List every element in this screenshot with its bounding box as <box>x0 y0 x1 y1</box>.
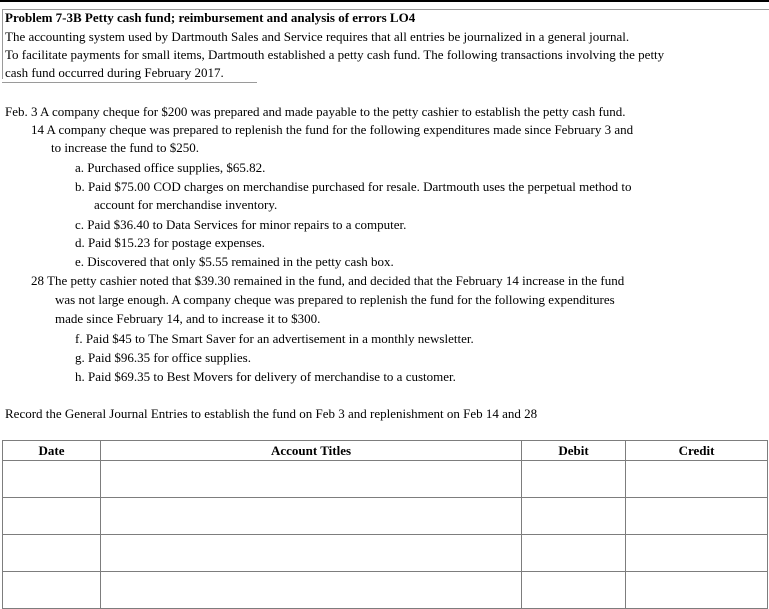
credit-cell[interactable] <box>626 535 768 572</box>
item-e: e. Discovered that only $5.55 remained in the petty cash box. <box>75 254 394 269</box>
header-debit: Debit <box>522 441 626 461</box>
item-a: a. Purchased office supplies, $65.82. <box>75 160 266 175</box>
transaction-feb28-line-3: made since February 14, and to increase it to $300. <box>55 311 321 326</box>
debit-cell[interactable] <box>522 535 626 572</box>
debit-cell[interactable] <box>522 498 626 535</box>
intro-line-2: To facilitate payments for small items, Dartmouth established a petty cash fund. The following transactions involving the petty <box>5 47 665 62</box>
credit-cell[interactable] <box>626 461 768 498</box>
date-cell[interactable] <box>3 535 101 572</box>
problem-title: Problem 7-3B Petty cash fund; reimbursement and analysis of errors LO4 <box>5 10 416 25</box>
account-title-cell[interactable] <box>101 498 522 535</box>
journal-row <box>3 498 768 535</box>
item-b-line-1: b. Paid $75.00 COD charges on merchandise purchased for resale. Dartmouth uses the perpetual method to <box>75 179 632 194</box>
credit-cell[interactable] <box>626 572 768 609</box>
credit-cell[interactable] <box>626 498 768 535</box>
top-rule <box>0 0 769 2</box>
transaction-feb28-line-1: 28 The petty cashier noted that $39.30 remained in the fund, and decided that the February 14 increase in the fund <box>31 273 625 288</box>
account-title-cell[interactable] <box>101 535 522 572</box>
item-b-line-2: account for merchandise inventory. <box>94 197 278 212</box>
item-h: h. Paid $69.35 to Best Movers for delivery of merchandise to a customer. <box>75 369 456 384</box>
item-g: g. Paid $96.35 for office supplies. <box>75 350 251 365</box>
transaction-feb3: Feb. 3 A company cheque for $200 was prepared and made payable to the petty cashier to establish the petty cash fund. <box>5 104 626 119</box>
item-f: f. Paid $45 to The Smart Saver for an advertisement in a monthly newsletter. <box>75 331 474 346</box>
journal-row <box>3 572 768 609</box>
debit-cell[interactable] <box>522 461 626 498</box>
transaction-feb14-line-1: 14 A company cheque was prepared to replenish the fund for the following expenditures made since February 3 and <box>31 122 634 137</box>
date-cell[interactable] <box>3 498 101 535</box>
header-credit: Credit <box>626 441 768 461</box>
account-title-cell[interactable] <box>101 572 522 609</box>
debit-cell[interactable] <box>522 572 626 609</box>
account-title-cell[interactable] <box>101 461 522 498</box>
box-bottom-line <box>2 82 257 83</box>
date-cell[interactable] <box>3 572 101 609</box>
general-journal-table <box>2 440 768 609</box>
header-account-titles: Account Titles <box>101 441 522 461</box>
transaction-feb14-line-2: to increase the fund to $250. <box>51 140 200 155</box>
header-date: Date <box>3 441 101 461</box>
instruction-text: Record the General Journal Entries to establish the fund on Feb 3 and replenishment on Feb 14 and 28 <box>5 406 538 421</box>
item-c: c. Paid $36.40 to Data Services for minor repairs to a computer. <box>75 217 407 232</box>
item-d: d. Paid $15.23 for postage expenses. <box>75 235 265 250</box>
journal-row <box>3 461 768 498</box>
intro-line-3: cash fund occurred during February 2017. <box>5 65 224 80</box>
transaction-feb28-line-2: was not large enough. A company cheque was prepared to replenish the fund for the following expenditures <box>55 292 615 307</box>
journal-header-row <box>3 441 768 461</box>
journal-row <box>3 535 768 572</box>
date-cell[interactable] <box>3 461 101 498</box>
intro-line-1: The accounting system used by Dartmouth Sales and Service requires that all entries be journalized in a general journal. <box>5 29 630 44</box>
